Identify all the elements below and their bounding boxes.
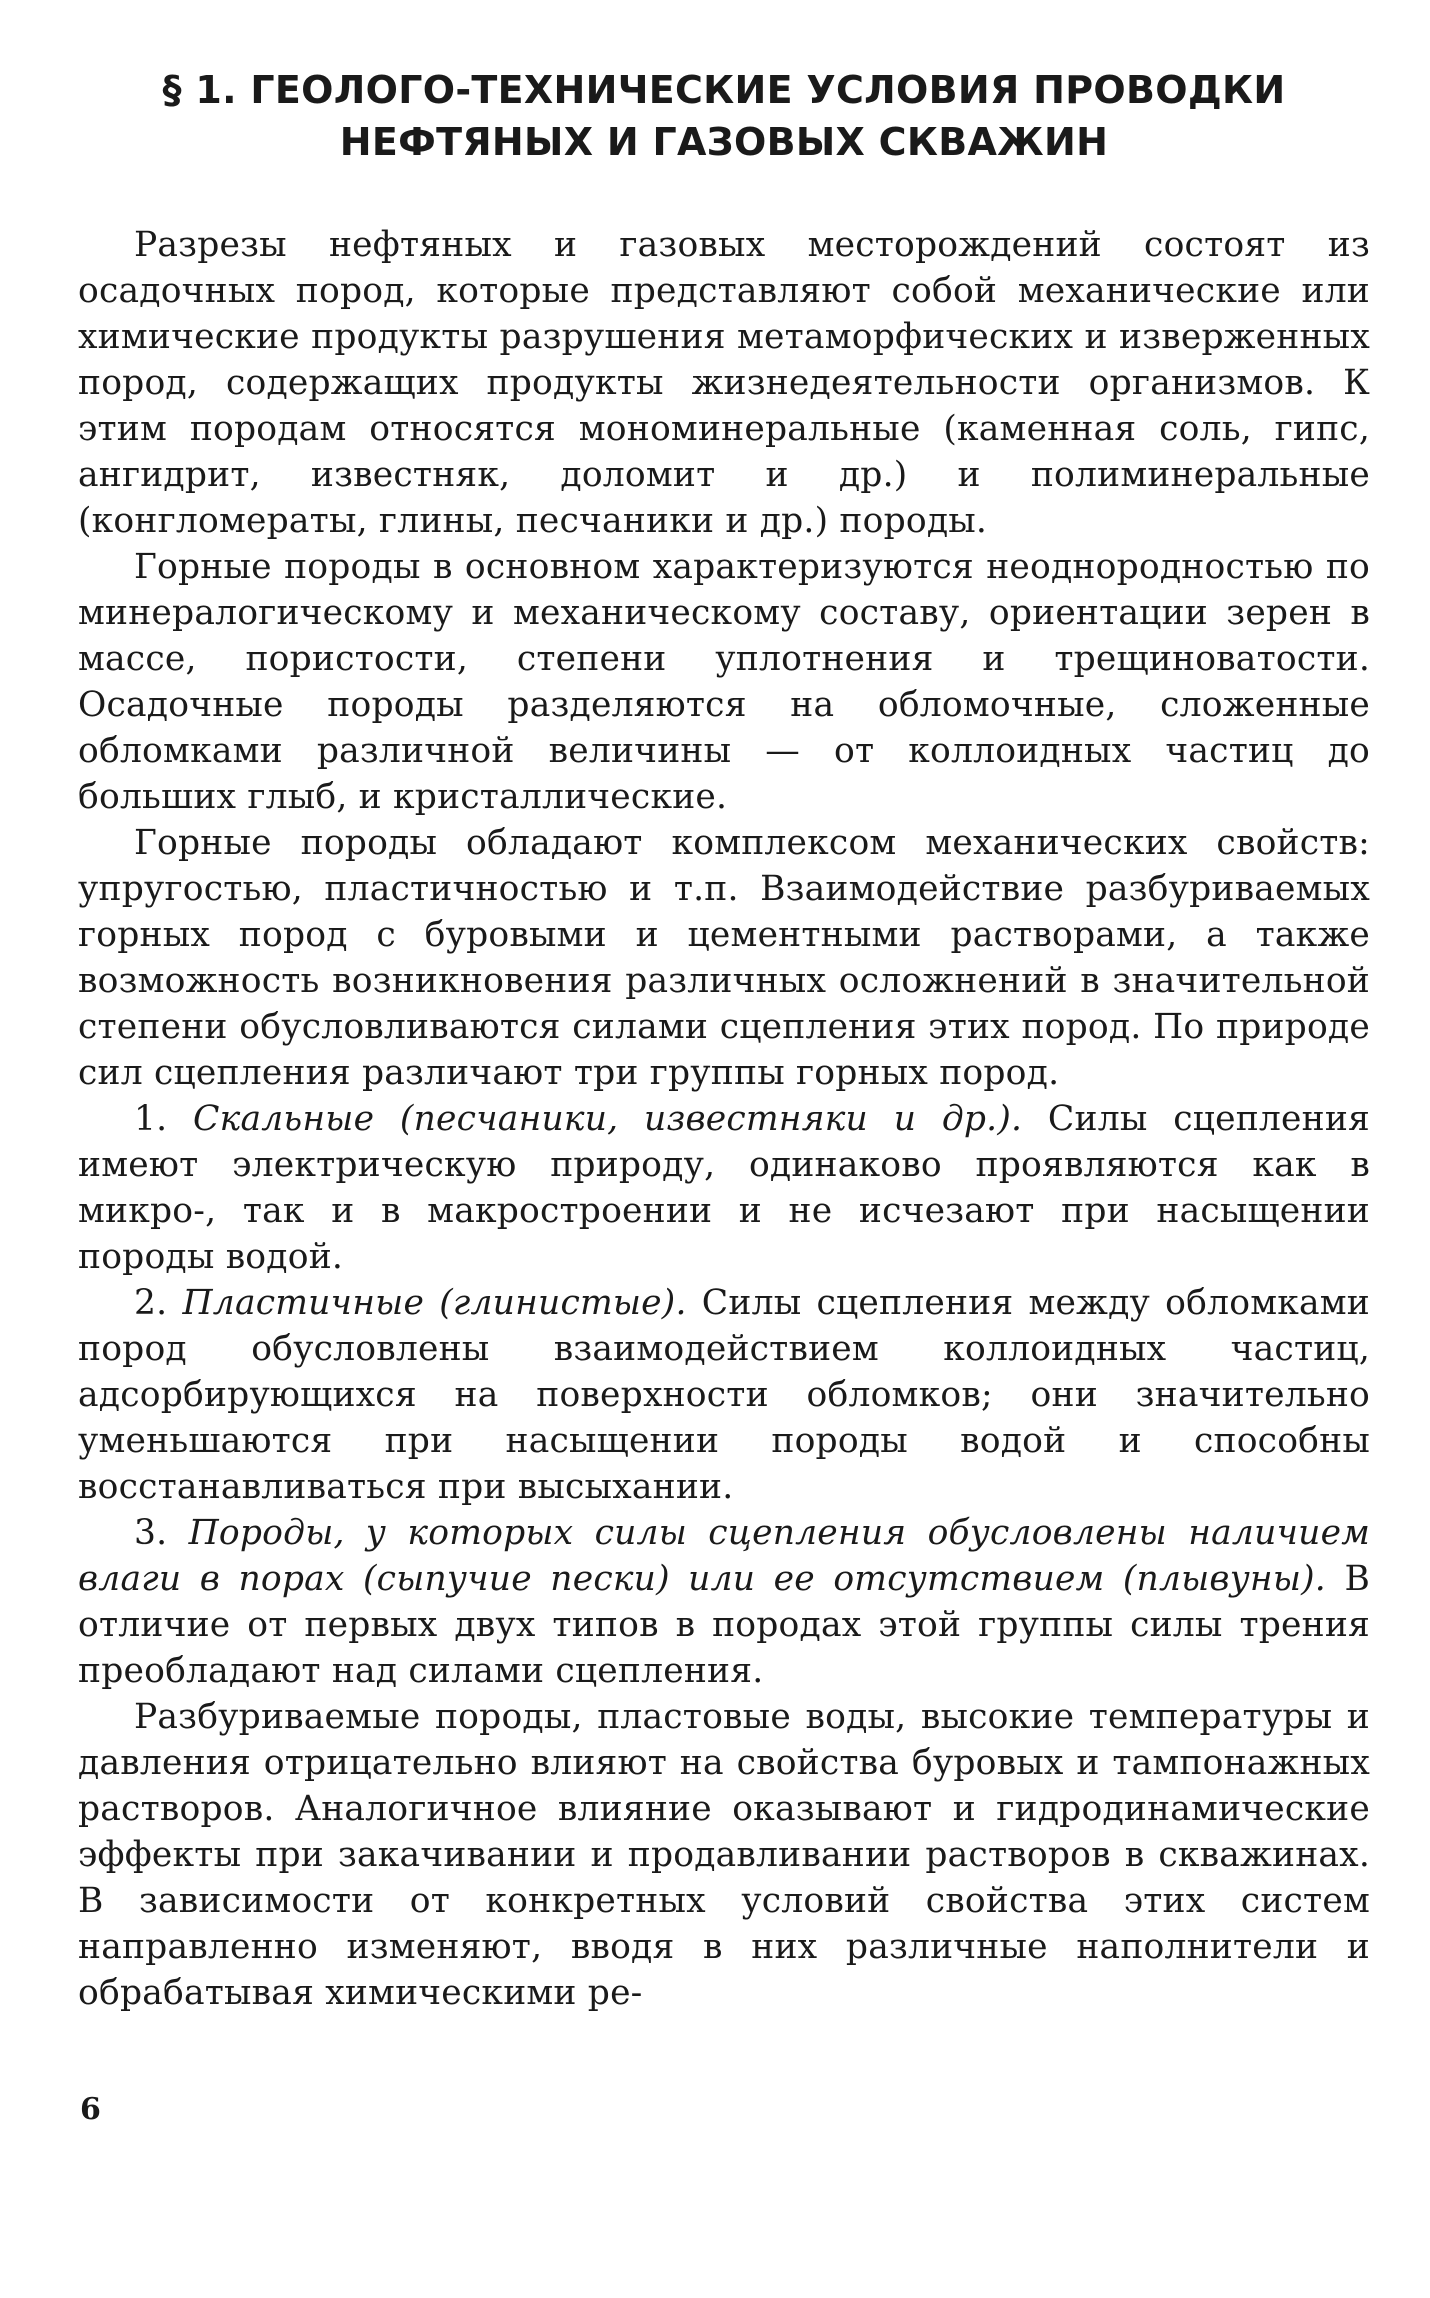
list-item-title: Породы, у которых силы сцепления обусловлены наличием влаги в порах (сыпучие пески) или ее отсутствием (плывуны). <box>78 1513 1371 1599</box>
paragraph-sedimentary-rocks: Разрезы нефтяных и газовых месторождений состоят из осадочных пород, которые представляют собой механические или химические продукты разрушения метаморфических и изверженных пород, содержащих продукты жизнедеятельности организмов. К этим породам относятся мономинеральные (каменная соль, гипс, ангидрит, известняк, доломит и др.) и полиминеральные (конгломераты, глины, песчаники и др.) породы. <box>78 225 1370 541</box>
paragraph-drilling-fluids: Разбуриваемые породы, пластовые воды, высокие температуры и давления отрицательно влияют на свойства буровых и тампонажных растворов. Аналогичное влияние оказывают и гидродинамические эффекты при закачивании и продавливании растворов в скважинах. В зависимости от конкретных условий свойства этих систем направленно изменяют, вводя в них различные наполнители и обрабатывая химическими ре- <box>78 1697 1370 2013</box>
list-item-moisture <box>78 1510 1370 1694</box>
section-title <box>78 64 1370 168</box>
section-title-line-2: НЕФТЯНЫХ И ГАЗОВЫХ СКВАЖИН <box>339 120 1109 164</box>
list-item-text: В отличие от первых двух типов в породах этой группы силы трения преобладают над силами сцепления. <box>78 1559 1370 1691</box>
page-number: 6 <box>80 2092 101 2127</box>
section-title-line-1: § 1. ГЕОЛОГО-ТЕХНИЧЕСКИЕ УСЛОВИЯ ПРОВОДКИ <box>162 68 1286 112</box>
paragraph-mechanical-properties: Горные породы обладают комплексом механических свойств: упругостью, пластичностью и т.п. Взаимодействие разбуриваемых горных пород с буровыми и цементными растворами, а также возможность возникновения различных осложнений в значительной степени обусловливаются силами сцепления этих пород. По природе сил сцепления различают три группы горных пород. <box>78 823 1370 1093</box>
document-page <box>78 64 1370 2016</box>
list-item-rocky <box>78 1096 1370 1280</box>
list-item-text: Силы сцепления между обломками пород обусловлены взаимодействием коллоидных частиц, адсорбирующихся на поверхности обломков; они значительно уменьшаются при насыщении породы водой и способны восстанавливаться при высыхании. <box>78 1283 1371 1507</box>
list-item-number: 1. <box>134 1099 194 1139</box>
paragraph-heterogeneity: Горные породы в основном характеризуются неоднородностью по минералогическому и механическому составу, ориентации зерен в массе, пористости, степени уплотнения и трещиноватости. Осадочные породы разделяются на обломочные, сложенные обломками различной величины — от коллоидных частиц до больших глыб, и кристаллические. <box>78 547 1370 817</box>
list-item-number: 3. <box>134 1513 189 1553</box>
list-item-title: Пластичные (глинистые). <box>182 1283 687 1323</box>
list-item-number: 2. <box>134 1283 183 1323</box>
list-item-plastic <box>78 1280 1370 1510</box>
body-text <box>78 222 1370 2016</box>
list-item-title: Скальные (песчаники, известняки и др.). <box>193 1099 1023 1139</box>
list-item-text: Силы сцепления имеют электрическую природу, одинаково проявляются как в микро-, так и в макростроении и не исчезают при насыщении породы водой. <box>78 1099 1370 1277</box>
